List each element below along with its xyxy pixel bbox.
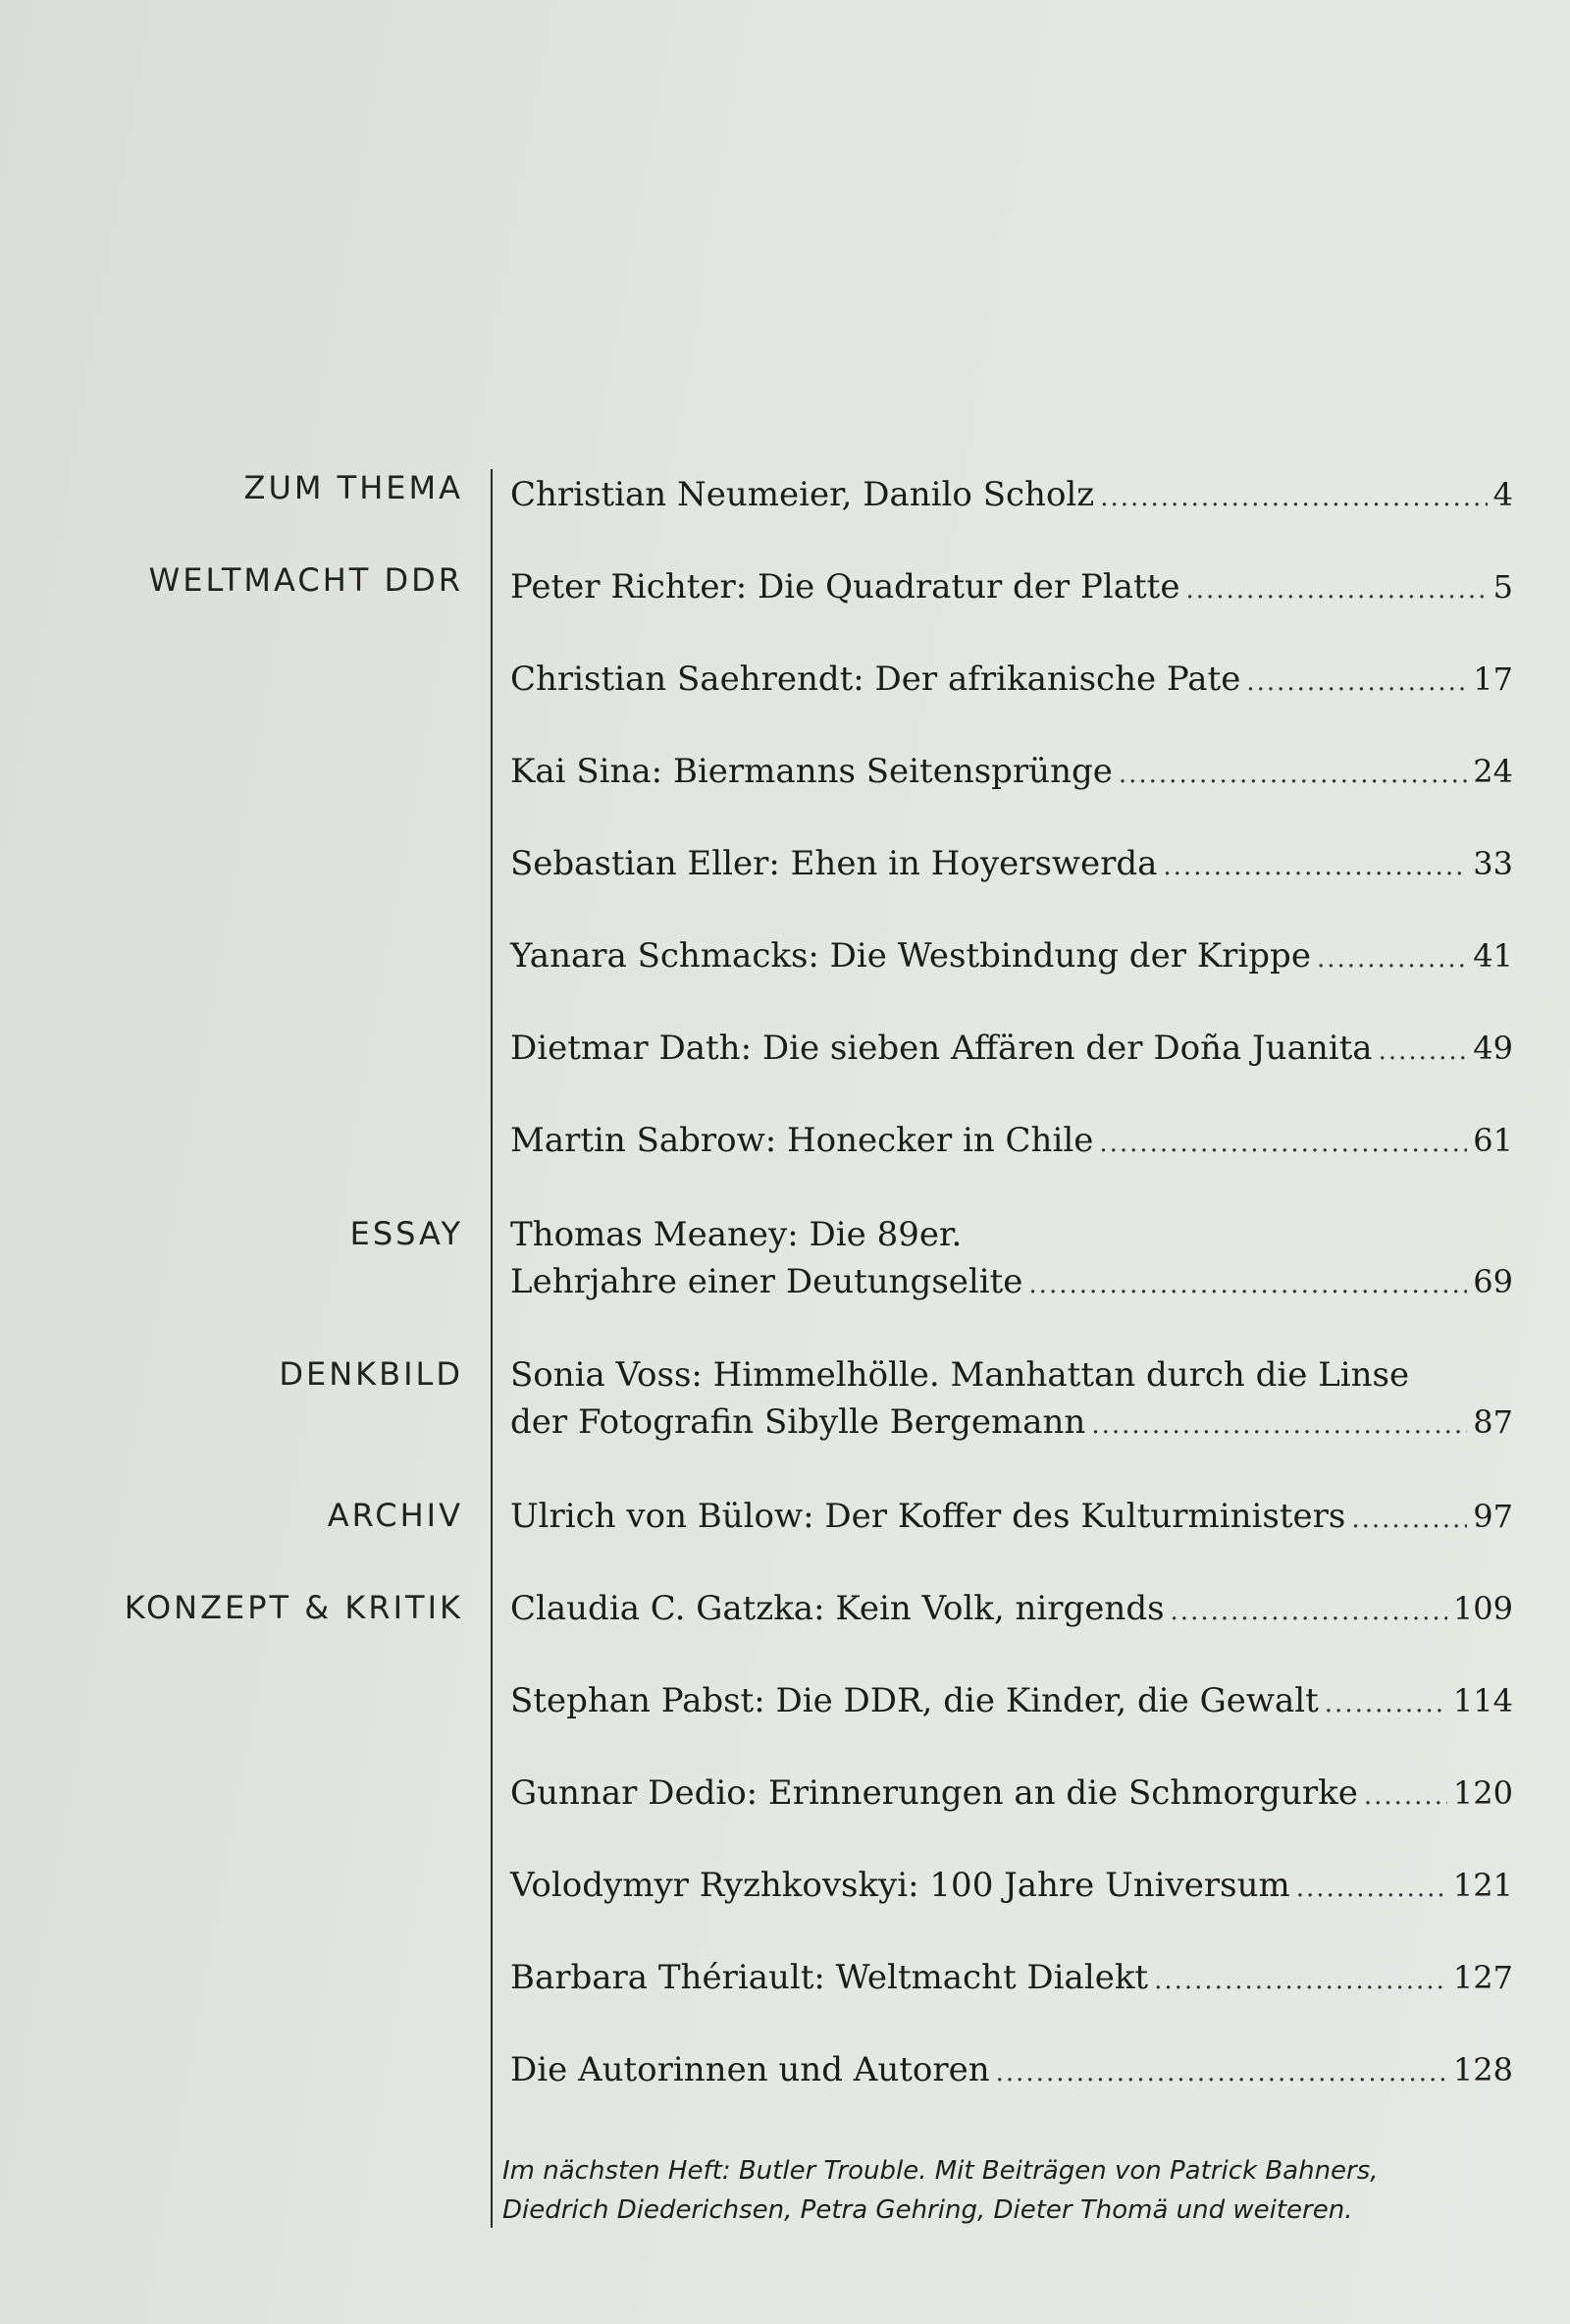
entry-page-number: 24	[1473, 753, 1513, 790]
entry-page-number: 97	[1473, 1498, 1513, 1535]
toc-entry	[510, 471, 1513, 521]
entry-page-number: 33	[1473, 845, 1513, 882]
entry-title: Lehrjahre einer Deutungselite	[510, 1262, 1023, 1301]
entry-page-number: 61	[1473, 1122, 1513, 1159]
entry-title: der Fotografin Sibylle Bergemann	[510, 1402, 1086, 1442]
entry-title: Kai Sina: Biermanns Seitensprünge	[510, 752, 1113, 791]
toc-entry	[510, 1351, 1513, 1449]
section-label-essay: ESSAY	[349, 1215, 463, 1252]
dot-leader	[1246, 659, 1467, 706]
entry-title: Yanara Schmacks: Die Westbindung der Krippe	[510, 936, 1311, 976]
toc-entry	[510, 1862, 1513, 1912]
entry-title-line1: Thomas Meaney: Die 89er.	[510, 1215, 963, 1254]
dot-leader	[1296, 1865, 1447, 1912]
entry-page-number: 49	[1473, 1030, 1513, 1067]
column-divider	[491, 469, 493, 2228]
toc-entry	[510, 748, 1513, 798]
dot-leader	[1154, 1957, 1447, 2004]
toc-entry	[510, 1677, 1513, 1727]
section-label-zum-thema: ZUM THEMA	[243, 469, 463, 506]
entry-title: Gunnar Dedio: Erinnerungen an die Schmorgurke	[510, 1773, 1358, 1813]
dot-leader	[1119, 751, 1467, 798]
dot-leader	[1099, 1120, 1467, 1167]
entry-page-number: 120	[1452, 1774, 1513, 1812]
toc-entry	[510, 563, 1513, 613]
dot-leader	[1364, 1772, 1447, 1820]
section-label-archiv: ARCHIV	[327, 1497, 463, 1534]
dot-leader	[1171, 1588, 1447, 1635]
entry-title-line1: Sonia Voss: Himmelhölle. Manhattan durch die Linse	[510, 1355, 1410, 1395]
dot-leader	[1325, 1680, 1447, 1727]
entry-title: Barbara Thériault: Weltmacht Dialekt	[510, 1958, 1149, 1997]
dot-leader	[1091, 1401, 1467, 1449]
entry-page-number: 17	[1473, 660, 1513, 698]
entry-page-number: 128	[1452, 2051, 1513, 2088]
toc-entry	[510, 1769, 1513, 1820]
entry-page-number: 121	[1452, 1867, 1513, 1904]
section-label-weltmacht-ddr: WELTMACHT DDR	[148, 561, 463, 599]
toc-entry	[510, 656, 1513, 706]
entry-page-number: 127	[1452, 1959, 1513, 1996]
dot-leader	[996, 2049, 1447, 2096]
dot-leader	[1185, 566, 1487, 613]
toc-entry	[510, 1493, 1513, 1543]
toc-entry	[510, 1025, 1513, 1075]
toc-entry	[510, 1954, 1513, 2004]
entry-page-number: 41	[1473, 937, 1513, 975]
entry-page-number: 109	[1452, 1590, 1513, 1627]
dot-leader	[1317, 935, 1467, 982]
entry-page-number: 5	[1492, 568, 1513, 606]
toc-entry	[510, 1211, 1513, 1308]
entry-title: Peter Richter: Die Quadratur der Platte	[510, 567, 1180, 607]
entry-title: Sebastian Eller: Ehen in Hoyerswerda	[510, 844, 1158, 883]
entry-title: Martin Sabrow: Honecker in Chile	[510, 1121, 1094, 1160]
toc-entry	[510, 2046, 1513, 2096]
entry-title: Die Autorinnen und Autoren	[510, 2050, 990, 2089]
section-label-konzept-kritik: KONZEPT & KRITIK	[124, 1589, 463, 1626]
entry-title: Claudia C. Gatzka: Kein Volk, nirgends	[510, 1589, 1165, 1628]
dot-leader	[1379, 1028, 1468, 1075]
toc-entry	[510, 840, 1513, 890]
toc-entry	[510, 1585, 1513, 1635]
entry-title: Ulrich von Bülow: Der Koffer des Kulturministers	[510, 1497, 1346, 1536]
entry-page-number: 4	[1492, 476, 1513, 513]
entry-page-number: 87	[1473, 1403, 1513, 1441]
dot-leader	[1100, 474, 1487, 521]
entry-page-number: 69	[1473, 1263, 1513, 1300]
next-issue-line-2: Diedrich Diederichsen, Petra Gehring, Dieter Thomä und weiteren.	[502, 2195, 1353, 2225]
entry-title: Stephan Pabst: Die DDR, die Kinder, die Gewalt	[510, 1681, 1319, 1720]
entry-page-number: 114	[1452, 1682, 1513, 1719]
dot-leader	[1163, 843, 1467, 890]
toc-entry	[510, 932, 1513, 982]
entry-title: Dietmar Dath: Die sieben Affären der Doña Juanita	[510, 1029, 1373, 1068]
toc-entry	[510, 1117, 1513, 1167]
entry-title: Volodymyr Ryzhkovskyi: 100 Jahre Universum	[510, 1866, 1290, 1905]
section-label-denkbild: DENKBILD	[279, 1355, 463, 1393]
entry-title: Christian Neumeier, Danilo Scholz	[510, 475, 1095, 514]
next-issue-line-1: Im nächsten Heft: Butler Trouble. Mit Beiträgen von Patrick Bahners,	[502, 2156, 1379, 2186]
entry-title: Christian Saehrendt: Der afrikanische Pate	[510, 660, 1241, 699]
dot-leader	[1028, 1261, 1467, 1308]
dot-leader	[1351, 1496, 1467, 1543]
next-issue-note	[502, 2151, 1484, 2230]
